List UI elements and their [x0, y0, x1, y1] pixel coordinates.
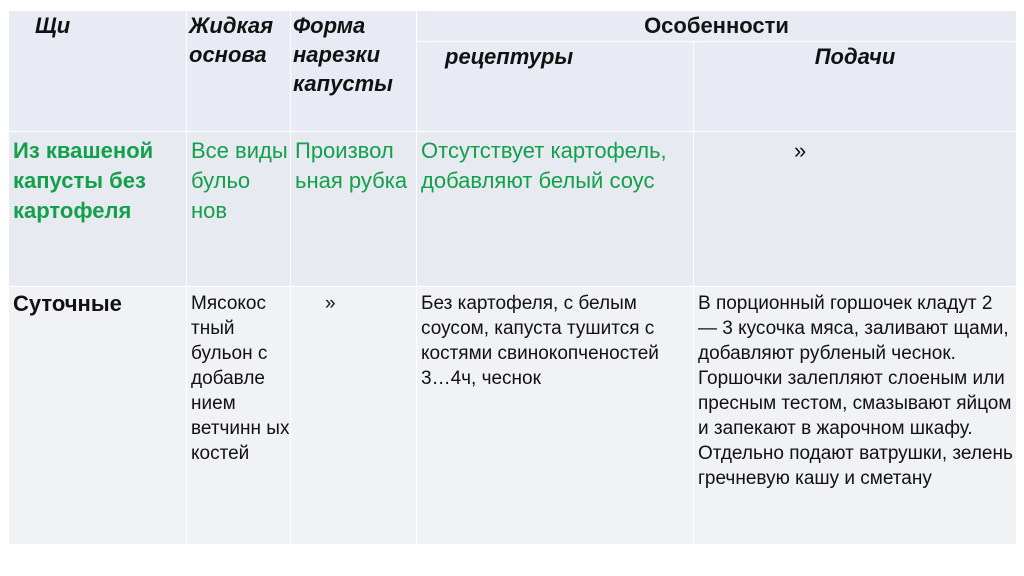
header-soup: Щи	[9, 11, 187, 132]
row-2-base: Мясокос тный бульон с добавле нием ветчинн ых костей	[187, 287, 291, 545]
row-1-soup-name: Из квашеной капусты без картофеля	[9, 132, 187, 287]
header-recipe: рецептуры	[417, 42, 694, 132]
soup-features-table	[8, 10, 1017, 545]
row-2-soup-name: Суточные	[9, 287, 187, 545]
row-1-recipe: Отсутствует картофель, добавляют белый соус	[417, 132, 694, 287]
row-2-cut: »	[291, 287, 417, 545]
header-serving: Подачи	[694, 42, 1017, 132]
header-liquid-base: Жидкая основа	[187, 11, 291, 132]
header-features: Особенности	[417, 11, 1017, 42]
row-1-serving: »	[694, 132, 1017, 287]
header-cabbage-cut: Форма нарезки капусты	[291, 11, 417, 132]
row-1-cut: Произвол ьная рубка	[291, 132, 417, 287]
row-1-base: Все виды бульо нов	[187, 132, 291, 287]
row-2-recipe: Без картофеля, с белым соусом, капуста тушится с костями свинокопченостей 3…4ч, чеснок	[417, 287, 694, 545]
row-2-serving: В порционный горшочек кладут 2 — 3 кусочка мяса, заливают щами, добавляют рубленый чеснок. Горшочки залепляют слоеным или пресным тестом, смазывают яйцом и запекают в жарочном шкафу. Отдельно подают ватрушки, зелень гречневую кашу и сметану	[694, 287, 1017, 545]
